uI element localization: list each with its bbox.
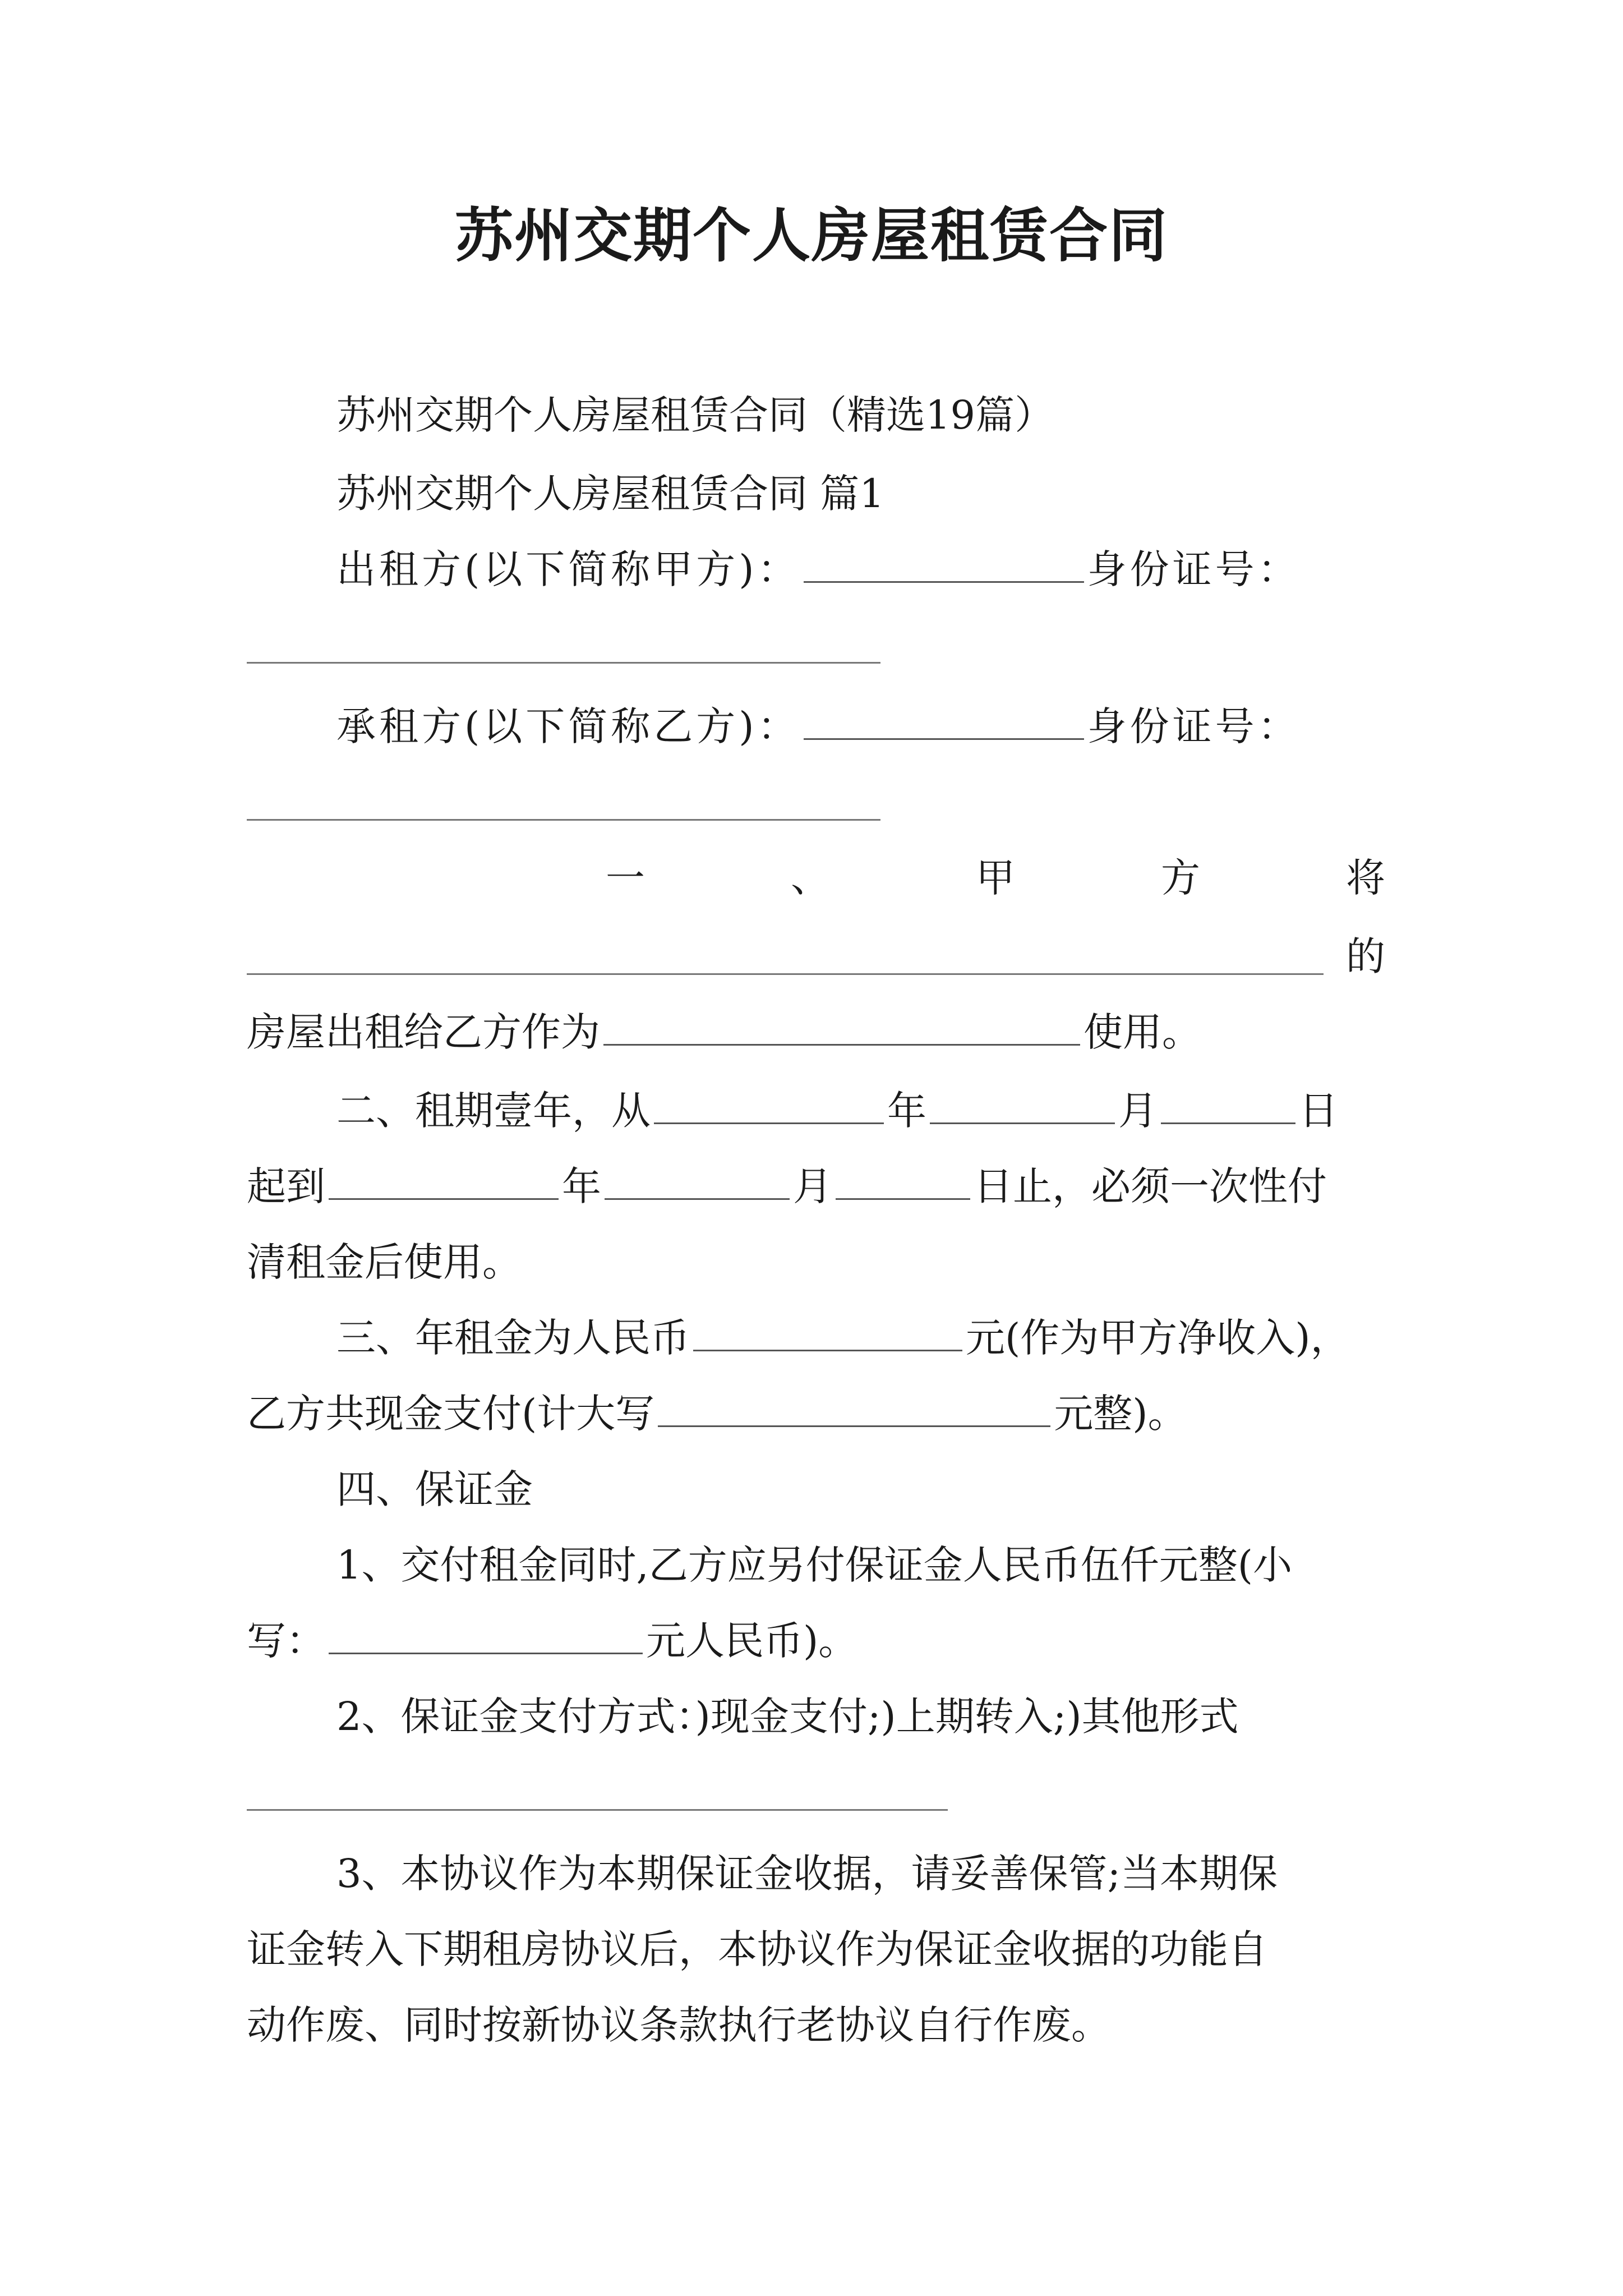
clause2-tail: 日止，必须一次性付 bbox=[974, 1163, 1327, 1209]
clause3-text-b: 元(作为甲方净收入)， bbox=[966, 1315, 1350, 1361]
clause4-item1-line1: 1、交付租金同时,乙方应另付保证金人民币伍仟元整(小 bbox=[336, 1542, 1293, 1588]
clause1-char: 甲 bbox=[976, 855, 1015, 901]
clause1-use-blank[interactable] bbox=[603, 1009, 1080, 1046]
subtitle: 苏州交期个人房屋租赁合同（精选19篇） bbox=[336, 392, 1054, 438]
lessor-id-blank[interactable] bbox=[247, 662, 880, 664]
clause3-text-c: 乙方共现金支付(计大写 bbox=[247, 1391, 655, 1437]
clause3-line1 bbox=[336, 1307, 1350, 1369]
annual-rent-blank[interactable] bbox=[693, 1315, 962, 1351]
clause4-item1-line2 bbox=[247, 1610, 857, 1672]
month-label: 月 bbox=[1118, 1088, 1158, 1134]
day-label: 日 bbox=[1299, 1088, 1338, 1134]
clause1-char: 一 bbox=[606, 855, 645, 901]
clause1-text-b: 使用。 bbox=[1083, 1009, 1201, 1055]
year-label: 年 bbox=[562, 1163, 601, 1209]
clause1-line2 bbox=[247, 1001, 1201, 1063]
clause1-char: 方 bbox=[1161, 855, 1200, 901]
clause2-line3: 清租金后使用。 bbox=[247, 1239, 522, 1285]
lessor-label: 出租方(以下简称甲方)： bbox=[336, 546, 800, 592]
clause2-line2 bbox=[247, 1156, 1327, 1217]
clause1-spread-line bbox=[606, 847, 1385, 909]
clause3-line2 bbox=[247, 1383, 1187, 1444]
end-year-blank[interactable] bbox=[329, 1163, 559, 1200]
lessee-id-label: 身份证号： bbox=[1087, 703, 1301, 749]
month-label: 月 bbox=[793, 1163, 832, 1209]
start-day-blank[interactable] bbox=[1161, 1088, 1295, 1124]
lessor-name-blank[interactable] bbox=[804, 546, 1084, 583]
clause2-text: 二、租期壹年，从 bbox=[336, 1088, 651, 1134]
clause4-text-a: 写： bbox=[247, 1618, 325, 1664]
lessee-label: 承租方(以下简称乙方)： bbox=[336, 703, 800, 749]
clause1-property-blank[interactable] bbox=[247, 973, 1324, 975]
clause1-text-a: 房屋出租给乙方作为 bbox=[247, 1009, 600, 1055]
clause3-text-a: 三、年租金为人民币 bbox=[336, 1315, 690, 1361]
lessee-line bbox=[336, 696, 1301, 757]
clause4-item3-line2: 证金转入下期租房协议后，本协议作为保证金收据的功能自 bbox=[247, 1926, 1267, 1972]
rent-in-words-blank[interactable] bbox=[658, 1391, 1050, 1427]
clause4-item3-line3: 动作废、同时按新协议条款执行老协议自行作废。 bbox=[247, 2002, 1110, 2048]
end-day-blank[interactable] bbox=[836, 1163, 970, 1200]
lessee-id-blank[interactable] bbox=[247, 819, 880, 821]
payment-other-blank[interactable] bbox=[247, 1809, 948, 1811]
clause4-heading: 四、保证金 bbox=[336, 1466, 533, 1512]
clause3-text-d: 元整)。 bbox=[1054, 1391, 1187, 1437]
deposit-amount-blank[interactable] bbox=[329, 1618, 643, 1654]
lessee-name-blank[interactable] bbox=[804, 703, 1084, 740]
page-title: 苏州交期个人房屋租赁合同 bbox=[454, 201, 1168, 270]
clause4-text-b: 元人民币)。 bbox=[646, 1618, 858, 1664]
lessor-id-label: 身份证号： bbox=[1087, 546, 1301, 592]
end-month-blank[interactable] bbox=[605, 1163, 790, 1200]
clause2-line1 bbox=[336, 1080, 1338, 1142]
section-heading: 苏州交期个人房屋租赁合同 篇1 bbox=[336, 471, 884, 517]
year-label: 年 bbox=[887, 1088, 926, 1134]
clause4-item2: 2、保证金支付方式：)现金支付;)上期转入;)其他形式 bbox=[336, 1694, 1239, 1740]
start-month-blank[interactable] bbox=[930, 1088, 1115, 1124]
clause4-item3-line1: 3、本协议作为本期保证金收据，请妥善保管;当本期保 bbox=[336, 1851, 1278, 1897]
clause2-text: 起到 bbox=[247, 1163, 325, 1209]
clause1-tail: 的 bbox=[1346, 933, 1385, 979]
start-year-blank[interactable] bbox=[654, 1088, 884, 1124]
clause1-char: 、 bbox=[791, 855, 830, 901]
clause1-char: 将 bbox=[1346, 855, 1385, 901]
lessor-line bbox=[336, 539, 1301, 600]
